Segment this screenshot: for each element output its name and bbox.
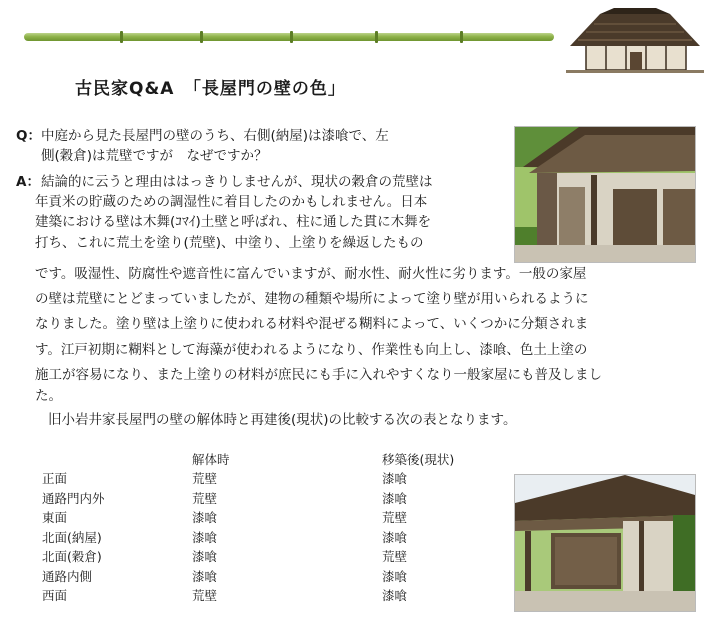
row-label: 西面 xyxy=(42,588,68,604)
row-label: 北面(穀倉) xyxy=(42,549,102,565)
row-after: 漆喰 xyxy=(382,568,408,584)
thatched-house-icon xyxy=(564,6,706,74)
row-after: 漆喰 xyxy=(382,588,408,604)
row-label: 通路門内外 xyxy=(42,490,105,506)
nagayamon-photo-courtyard xyxy=(514,126,696,263)
table-row xyxy=(42,469,522,489)
row-after: 荒壁 xyxy=(382,510,408,526)
answer-line: です。吸湿性、防腐性や遮音性に富んでいますが、耐水性、耐火性に劣ります。一般の家屋 xyxy=(35,266,587,282)
table-row xyxy=(42,488,522,508)
answer-line: なりました。塗り壁は上塗りに使われる材料や混ぜる糊料によって、いくつかに分類されま xyxy=(35,316,589,332)
answer-line: た。 xyxy=(35,388,62,404)
question-marker: Q： xyxy=(16,128,41,144)
answer-line: 建築における壁は木舞(ｺﾏｲ)土壁と呼ばれ、柱に通した貫に木舞を xyxy=(35,214,432,230)
table-row xyxy=(42,586,522,606)
table-header-after: 移築後(現状) xyxy=(382,451,455,467)
question-line: 中庭から見た長屋門の壁のうち、右側(納屋)は漆喰で、左 xyxy=(41,128,389,144)
answer-line: 施工が容易になり、また上塗りの材料が庶民にも手に入れやすくなり一般家屋にも普及しまし xyxy=(35,367,602,383)
row-before: 荒壁 xyxy=(192,490,218,506)
table-header-before: 解体時 xyxy=(192,451,230,467)
row-before: 漆喰 xyxy=(192,529,218,545)
table-row xyxy=(42,547,522,567)
row-before: 荒壁 xyxy=(192,588,218,604)
nagayamon-photo-passage xyxy=(514,474,696,612)
row-after: 漆喰 xyxy=(382,490,408,506)
row-label: 正面 xyxy=(42,471,68,487)
row-before: 漆喰 xyxy=(192,549,218,565)
row-label: 東面 xyxy=(42,510,68,526)
question-line: 側(穀倉)は荒壁ですが なぜですか？ xyxy=(41,148,268,164)
answer-line: 年貢米の貯蔵のための調湿性に着目したのかもしれません。日本 xyxy=(35,194,428,210)
table-row xyxy=(42,527,522,547)
table-row xyxy=(42,508,522,528)
table-row xyxy=(42,566,522,586)
page-title: 古民家Q&A 「長屋門の壁の色」 xyxy=(75,79,346,99)
row-after: 漆喰 xyxy=(382,529,408,545)
table-intro: 旧小岩井家長屋門の壁の解体時と再建後(現状)の比較する次の表となります。 xyxy=(48,412,517,428)
table-header-row xyxy=(42,449,522,469)
row-after: 漆喰 xyxy=(382,471,408,487)
row-label: 通路内側 xyxy=(42,568,93,584)
answer-line: 結論的に云うと理由ははっきりしませんが、現状の穀倉の荒壁は xyxy=(41,174,433,190)
answer-line: の壁は荒壁にとどまっていましたが、建物の種類や場所によって塗り壁が用いられるように xyxy=(35,291,589,307)
row-label: 北面(納屋) xyxy=(42,529,102,545)
row-before: 漆喰 xyxy=(192,510,218,526)
table-header-label xyxy=(42,449,192,469)
answer-marker: A： xyxy=(16,174,40,190)
answer-line: す。江戸初期に糊料として海藻が使われるようになり、作業性も向上し、漆喰、色土上塗の xyxy=(35,342,588,358)
answer-line: 打ち、これに荒土を塗り(荒壁)、中塗り、上塗りを繰返したもの xyxy=(35,235,424,251)
row-before: 荒壁 xyxy=(192,471,218,487)
row-before: 漆喰 xyxy=(192,568,218,584)
row-after: 荒壁 xyxy=(382,549,408,565)
wall-comparison-table xyxy=(42,449,522,605)
